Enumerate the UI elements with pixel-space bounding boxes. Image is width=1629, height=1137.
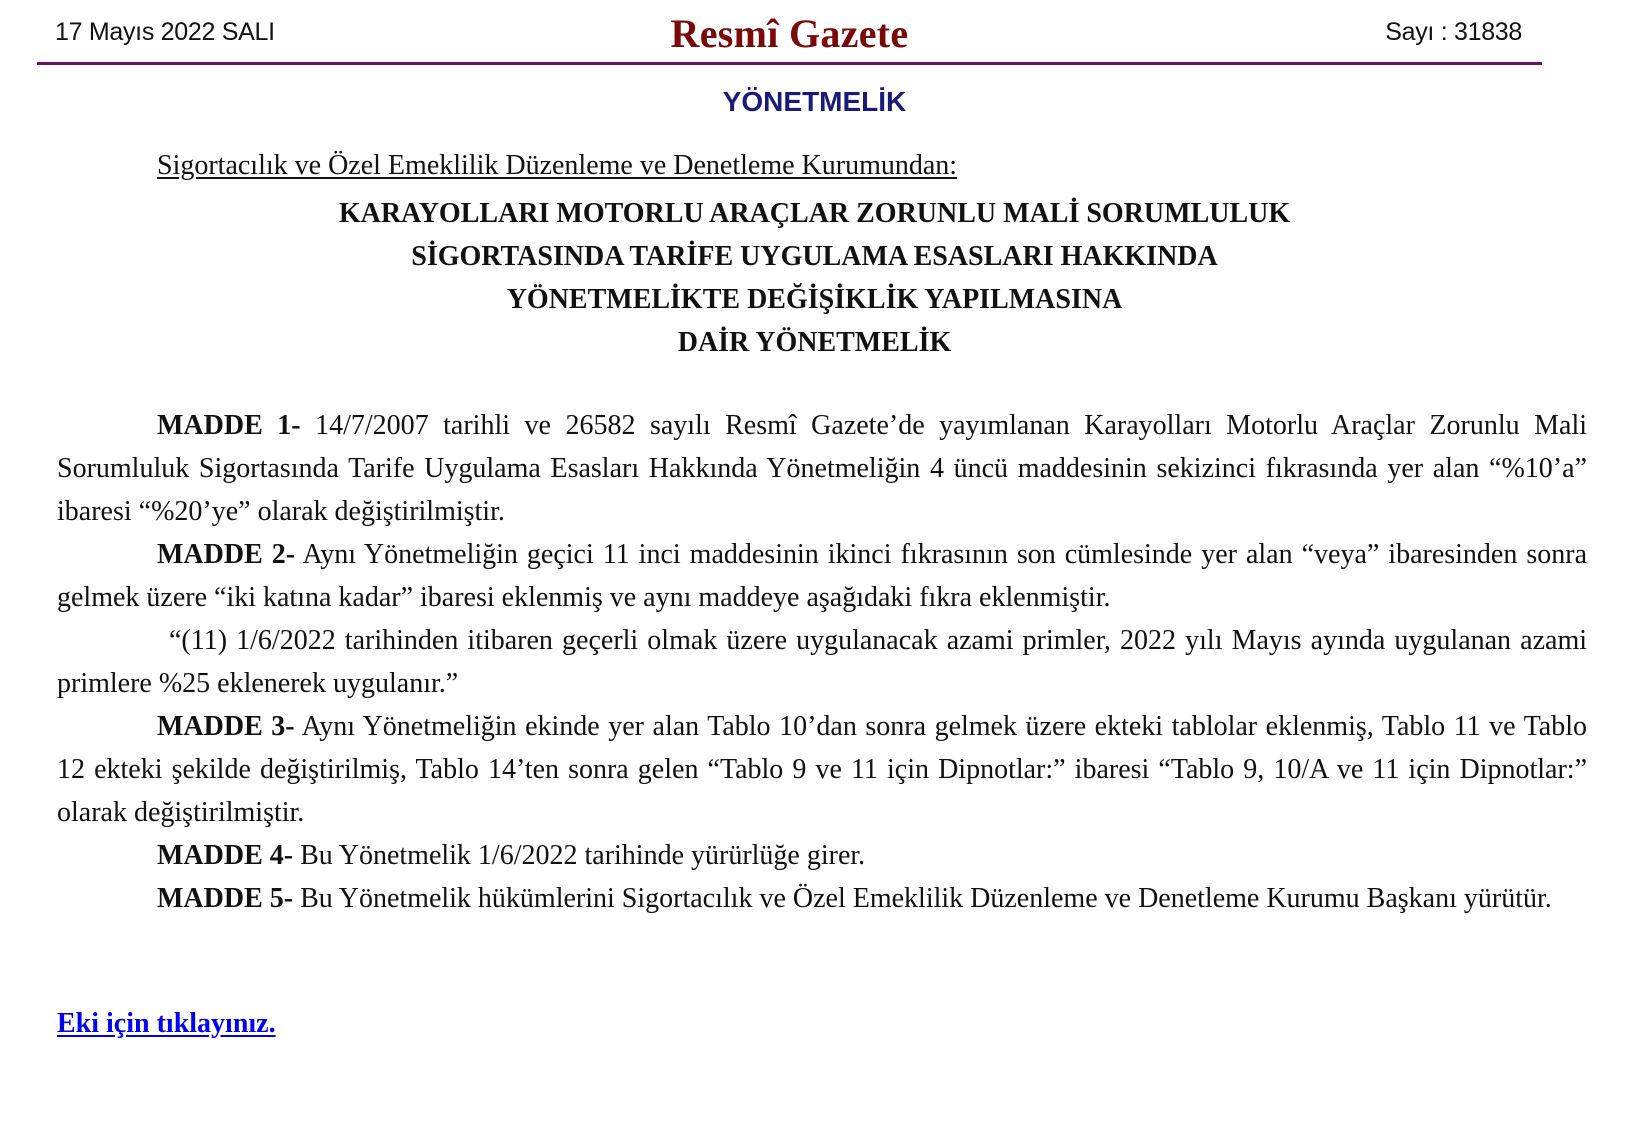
article-1 [57, 404, 1587, 533]
article-label: MADDE 2- [157, 539, 296, 570]
article-text: Aynı Yönetmeliğin geçici 11 inci maddesinin ikinci fıkrasının son cümlesinde yer alan “veya” ibaresinden sonra gelmek üzere “iki katına kadar” ibaresi eklenmiş ve aynı maddeye aşağıdaki fıkra eklenmiştir. [57, 539, 1588, 613]
issue-number: Sayı : 31838 [1385, 18, 1522, 46]
masthead-divider [37, 62, 1542, 65]
article-label: MADDE 5- [157, 883, 294, 914]
masthead [37, 0, 1542, 66]
article-label: MADDE 4- [157, 840, 294, 871]
article-text: Bu Yönetmelik 1/6/2022 tarihinde yürürlüğe girer. [293, 840, 866, 871]
article-label: MADDE 3- [157, 711, 295, 742]
gazette-title: Resmî Gazete [670, 11, 909, 56]
regulation-title-line: DAİR YÖNETMELİK [677, 327, 952, 358]
regulation-body [57, 404, 1587, 920]
article-text: Bu Yönetmelik hükümlerini Sigortacılık ve Özel Emeklilik Düzenleme ve Denetleme Kurumu Başkanı yürütür. [293, 883, 1552, 914]
regulation-title-line: SİGORTASINDA TARİFE UYGULAMA ESASLARI HAKKINDA [411, 241, 1218, 272]
article-text: 14/7/2007 tarihli ve 26582 sayılı Resmî Gazete’de yayımlanan Karayolları Motorlu Araçlar Zorunlu Mali Sorumluluk Sigortasında Tarife Uygulama Esasları Hakkında Yönetmeliğin 4 üncü maddesinin sekizinci fıkrasında yer alan “%10’a” ibaresi “%20’ye” olarak değiştirilmiştir. [57, 410, 1587, 527]
article-3 [57, 705, 1587, 834]
attachment-link[interactable]: Eki için tıklayınız. [57, 1008, 276, 1039]
article-text: “(11) 1/6/2022 tarihinden itibaren geçerli olmak üzere uygulanacak azami primler, 2022 yılı Mayıs ayında uygulanan azami primlere %25 eklenerek uygulanır.” [57, 625, 1587, 699]
regulation-title-line: YÖNETMELİKTE DEĞİŞİKLİK YAPILMASINA [506, 284, 1123, 315]
article-label: MADDE 1- [157, 410, 301, 441]
article-2-added-clause [57, 619, 1587, 705]
article-2 [57, 533, 1587, 619]
regulation-title [0, 192, 1629, 364]
section-title: YÖNETMELİK [722, 86, 907, 117]
publication-date: 17 Mayıs 2022 SALI [55, 18, 275, 46]
regulation-title-line: KARAYOLLARI MOTORLU ARAÇLAR ZORUNLU MALİ SORUMLULUK [338, 198, 1291, 229]
article-5 [57, 877, 1587, 920]
issuing-institution: Sigortacılık ve Özel Emeklilik Düzenleme ve Denetleme Kurumundan: [157, 150, 958, 181]
article-4 [57, 834, 1587, 877]
article-text: Aynı Yönetmeliğin ekinde yer alan Tablo 10’dan sonra gelmek üzere ekteki tablolar eklenmiş, Tablo 11 ve Tablo 12 ekteki şekilde değiştirilmiş, Tablo 14’ten sonra gelen “Tablo 9 ve 11 için Dipnotlar:” ibaresi “Tablo 9, 10/A ve 11 için Dipnotlar:” olarak değiştirilmiştir. [57, 711, 1587, 828]
